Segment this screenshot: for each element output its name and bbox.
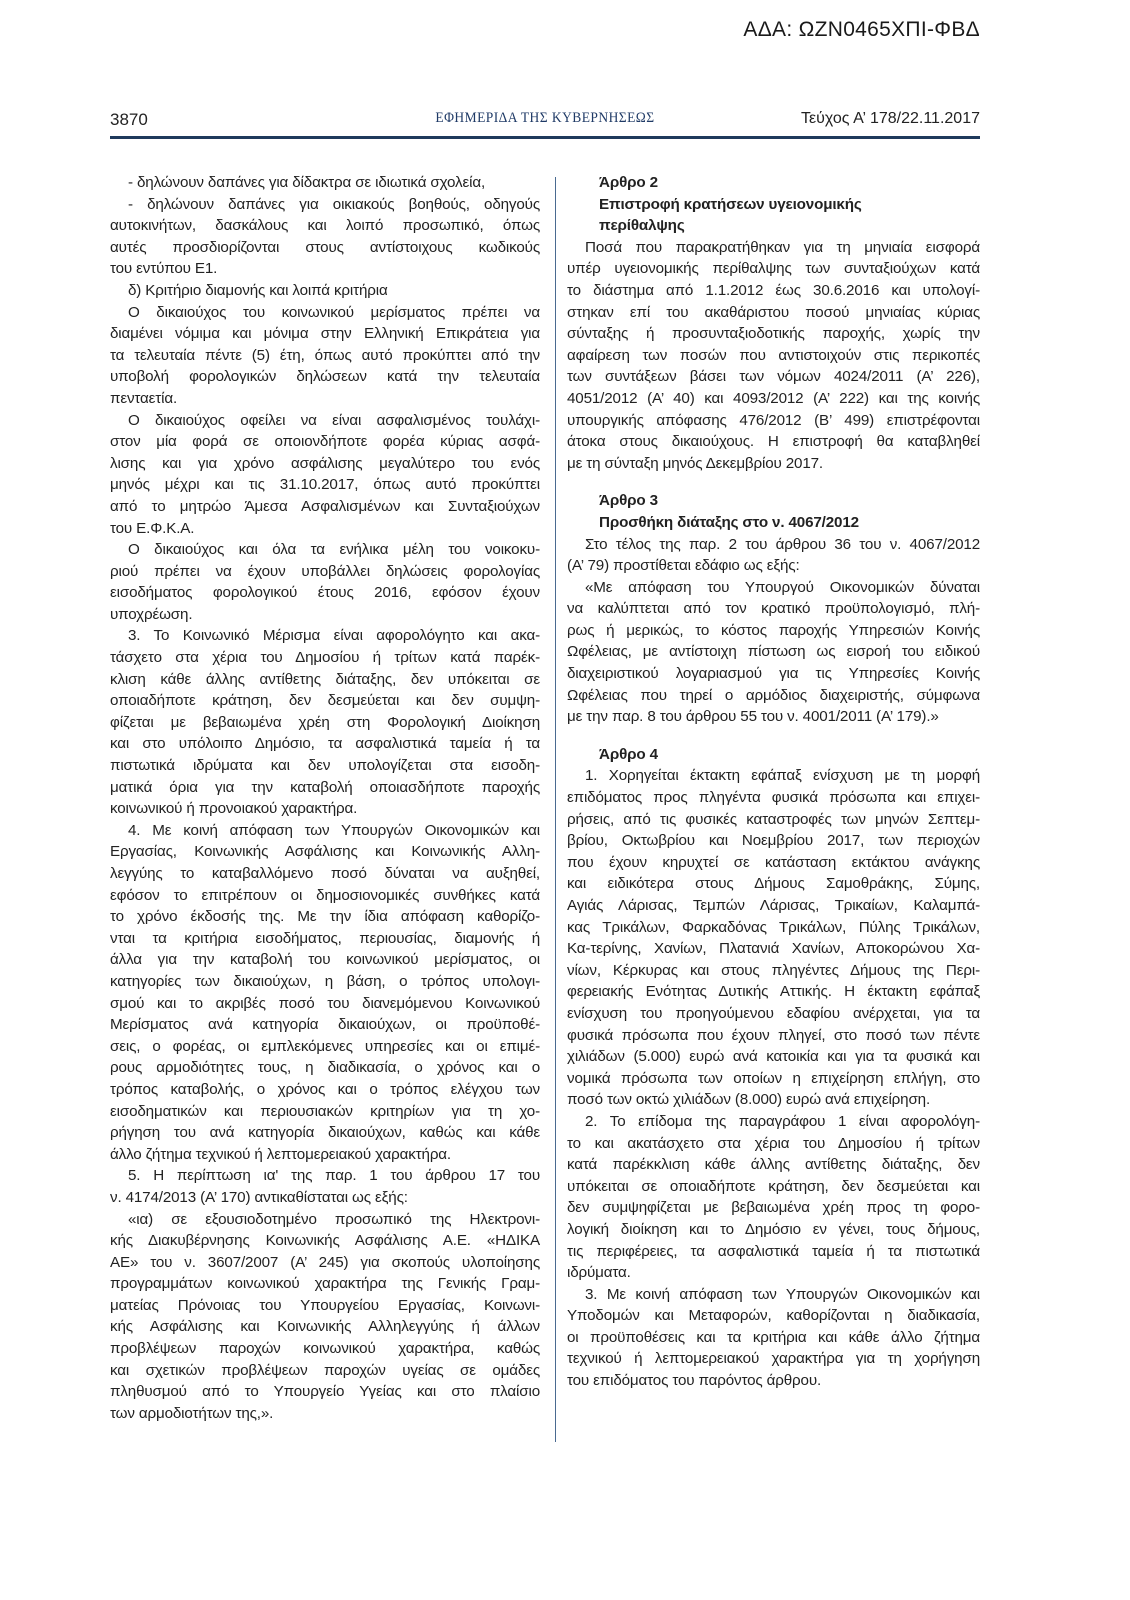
page-number: 3870	[110, 110, 148, 129]
article-heading	[567, 172, 980, 237]
text-line: φερειακής Ενότητας Δυτικής Αττικής. Η έκτακτη εφάπαξ	[567, 983, 980, 1001]
column-divider	[555, 177, 556, 1442]
text-line: 3. Το Κοινωνικό Μέρισμα είναι αφορολόγητο και ακα-	[128, 627, 540, 645]
text-line: ποσό των οκτώ χιλιάδων (8.000) ευρώ ανά επιχείρηση.	[567, 1091, 931, 1109]
heading-line: περίθαλψης	[599, 217, 685, 235]
text-line: λεγγύης το καταβαλλόμενο ποσό δύναται να αυξηθεί,	[110, 865, 540, 882]
paragraph	[110, 172, 540, 194]
paragraph	[110, 1165, 540, 1208]
text-line: βρίου, Οκτωβρίου και Νοεμβρίου 2017, των περιοχών	[567, 832, 980, 850]
text-line: και σχετικών προβλέψεων παροχών υγείας σε ομάδες	[110, 1361, 540, 1379]
text-line: Αγιάς Λάρισας, Τεμπών Λάρισας, Τρικαίων, Καλαμπά-	[567, 897, 980, 914]
text-line: υπουργικής απόφασης 476/2012 (Β’ 499) επιστρέφονται	[567, 411, 980, 429]
text-line: Μερίσματος ανά κατηγορία δικαιούχων, οι προϋποθέ-	[110, 1016, 540, 1034]
text-line: τις περιφέρειες, τα ασφαλιστικά ταμεία ή τα πιστωτικά	[567, 1242, 980, 1260]
text-line: τάσχετο στα χέρια του Δημοσίου ή τρίτων κατά παρέκ-	[110, 649, 540, 667]
heading-line: Άρθρο 3	[599, 492, 658, 510]
text-line: χιλιάδων (5.000) ευρώ ανά κατοικία και για τα φυσικά και	[567, 1048, 980, 1066]
text-line: και ειδικότερα στους Δήμους Σαμοθράκης, Σύμης,	[567, 875, 980, 893]
text-line: Ο δικαιούχος του κοινωνικού μερίσματος πρέπει να	[128, 303, 540, 321]
text-line: σεις, ο φορέας, οι εμπλεκόμενες υπηρεσίες και οι επιμέ-	[110, 1037, 540, 1055]
paragraph	[567, 1284, 980, 1392]
text-line: υπόκειται σε οποιαδήποτε κράτηση, δεν δεσμεύεται και	[567, 1177, 980, 1195]
text-line: άτοκα στους δικαιούχους. Η επιστροφή θα καταβληθεί	[567, 433, 980, 451]
text-line: το διάστημα από 1.1.2012 έως 30.6.2016 και υπολογί-	[567, 281, 980, 299]
paragraph	[110, 280, 540, 302]
text-line: Ο δικαιούχος και όλα τα ενήλικα μέλη του νοικοκυ-	[128, 541, 540, 559]
left-column	[110, 172, 540, 1424]
paragraph	[110, 625, 540, 819]
text-line: Ωφέλειας, με αντίστοιχη πίστωση ως εισροή του ειδικού	[567, 643, 980, 661]
text-line: κατά παρέκκλιση κάθε άλλης αντίθετης διάταξης, δεν	[567, 1156, 980, 1174]
text-line: προβλέψεων παροχών κοινωνικού χαρακτήρα, καθώς	[110, 1340, 540, 1358]
text-line: - δηλώνουν δαπάνες για δίδακτρα σε ιδιωτικά σχολεία,	[128, 174, 486, 191]
text-line: στον μία φορά σε οποιονδήποτε φορέα κύριας ασφά-	[110, 433, 540, 451]
text-line: κατηγορίες των δικαιούχων, η βάση, ο τρόπος υπολογι-	[110, 972, 540, 990]
paragraph	[110, 820, 540, 1166]
text-line: σύνταξης ή προσυνταξιοδοτικής παροχής, χωρίς την	[567, 325, 980, 343]
text-line: «ια) σε εξουσιοδοτημένο προσωπικό της Ηλεκτρονι-	[128, 1210, 540, 1228]
page-header	[110, 108, 980, 138]
paragraph	[567, 765, 980, 1111]
heading-line: Προσθήκη διάταξης στο ν. 4067/2012	[599, 513, 859, 531]
text-line: λισης και για χρόνο ασφάλισης μεγαλύτερο του ενός	[110, 454, 540, 472]
text-line: ρως ή μερικώς, το κόστος παροχής Υπηρεσιών Κοινής	[567, 621, 980, 639]
paragraph	[567, 1111, 980, 1284]
text-line: ΑΕ» του ν. 3607/2007 (Α’ 245) για σκοπούς υλοποίησης	[110, 1253, 540, 1271]
text-line: εισοδήματος φορολογικού έτους 2016, εφόσον έχουν	[110, 584, 540, 602]
text-line: ν. 4174/2013 (Α’ 170) αντικαθίσταται ως εξής:	[110, 1188, 408, 1206]
paragraph	[567, 577, 980, 728]
text-line: του επιδόματος του παρόντος άρθρου.	[567, 1372, 822, 1390]
text-line: τα τελευταία πέντε (5) έτη, όπως αυτό προκύπτει από την	[110, 346, 540, 364]
issue-info: Τεύχος Α’ 178/22.11.2017	[801, 110, 980, 127]
text-line: του Ε.Φ.Κ.Α.	[110, 519, 195, 537]
text-line: το και ακατάσχετο στα χέρια του Δημοσίου ή τρίτων	[567, 1134, 980, 1152]
text-line: 5. Η περίπτωση ια' της παρ. 1 του άρθρου 17 του	[128, 1167, 540, 1185]
paragraph	[110, 194, 540, 280]
paragraph	[110, 1209, 540, 1425]
text-line: Στο τέλος της παρ. 2 του άρθρου 36 του ν. 4067/2012	[585, 535, 980, 553]
text-line: να καλύπτεται από τον κρατικό προϋπολογισμό, πλή-	[567, 600, 980, 618]
text-line: κής Ασφάλισης και Κοινωνικής Αλληλεγγύης ή άλλων	[110, 1318, 540, 1336]
text-line: πενταετία.	[110, 389, 178, 407]
text-line: λογική διοίκηση και το Δημόσιο εν γένει, τους δήμους,	[567, 1220, 980, 1238]
text-line: κλιση κάθε άλλης αντίθετης διάταξης, δεν υπόκειται σε	[110, 670, 540, 688]
text-line: ιδρύματα.	[567, 1264, 631, 1282]
text-line: ενίσχυση του προηγούμενου εδαφίου ανέρχεται, για τα	[567, 1004, 980, 1022]
text-line: νται τα κριτήρια εισοδήματος, περιουσίας, διαμονής ή	[110, 929, 540, 947]
text-line: Ο δικαιούχος οφείλει να είναι ασφαλισμένος τουλάχι-	[128, 411, 540, 429]
text-line: δ) Κριτήριο διαμονής και λοιπά κριτήρια	[128, 281, 388, 299]
article-heading	[567, 490, 980, 533]
paragraph	[110, 539, 540, 625]
text-line: υποβολή φορολογικών δηλώσεων κατά την τελευταία	[110, 368, 540, 386]
paragraph	[110, 410, 540, 540]
text-line: νίων, Κέρκυρας και στους πληγέντες Δήμους της Περι-	[567, 961, 980, 979]
text-line: ματικά όρια για την καταβολή οποιασδήποτε παροχής	[110, 778, 540, 796]
text-line: προγραμμάτων κοινωνικού χαρακτήρα της Γενικής Γραμ-	[110, 1275, 540, 1293]
text-line: διαμένει νόμιμα και μόνιμα στην Ελληνική Επικράτεια για	[110, 325, 540, 343]
text-line: των αρμοδιοτήτων της,».	[110, 1404, 274, 1422]
text-line: φίζεται με βεβαιωμένα χρέη στη Φορολογική Διοίκηση	[110, 713, 540, 731]
text-line: τεχνικού ή λεπτομερειακού χαρακτήρα για τη χορήγηση	[567, 1350, 980, 1368]
text-line: πληθυσμού από το Υπουργείο Υγείας και στο πλαίσιο	[110, 1383, 540, 1401]
text-line: μηνός μέχρι και τις 31.10.2017, όπως αυτό προκύπτει	[110, 476, 540, 494]
text-line: πιστωτικά ιδρύματα και δεν υπολογίζεται στα εισοδη-	[110, 757, 540, 775]
text-line: ριού πρέπει να έχουν υποβάλλει δηλώσεις φορολογίας	[110, 562, 540, 580]
text-line: και στο υπόλοιπο Δημόσιο, τα ασφαλιστικά ταμεία ή τα	[110, 735, 540, 753]
text-line: Εργασίας, Κοινωνικής Ασφάλισης και Κοινωνικής Αλλη-	[110, 843, 540, 861]
text-line: επιδόματος προς πληγέντα φυσικά πρόσωπα και επιχει-	[567, 789, 980, 807]
ada-code: ΑΔΑ: ΩΖΝ0465ΧΠΙ-ΦΒΔ	[743, 18, 980, 41]
text-line: άλλα για την καταβολή του κοινωνικού μερίσματος, οι	[110, 951, 540, 969]
text-line: ματείας Πρόνοιας του Υπουργείου Εργασίας, Κοινωνι-	[110, 1296, 540, 1314]
text-line: οποιαδήποτε κράτηση, δεν δεσμεύεται και δεν συμψη-	[110, 692, 540, 710]
gazette-title: ΕΦΗΜΕΡΙΔΑ ΤΗΣ ΚΥΒΕΡΝΗΣΕΩΣ	[435, 110, 655, 126]
paragraph	[567, 237, 980, 475]
text-line: 4. Με κοινή απόφαση των Υπουργών Οικονομικών και	[128, 821, 540, 839]
text-line: που έχουν κηρυχτεί σε κατάσταση εκτάκτου ανάγκης	[567, 853, 980, 871]
text-line: Ωφέλειας που τηρεί ο αρμόδιος διαχειριστής, σύμφωνα	[567, 686, 980, 704]
text-line: κας Τρικάλων, Φαρκαδόνας Τρικάλων, Πύλης Τρικάλων,	[567, 918, 980, 936]
text-line: τρόπος καταβολής, ο χρόνος και ο τρόπος ελέγχου των	[110, 1080, 540, 1098]
text-line: άλλο ζήτημα τεχνικού ή λεπτομερειακού χαρακτήρα.	[110, 1145, 452, 1163]
text-line: εισοδηματικών και περιουσιακών κριτηρίων για τη χο-	[110, 1102, 540, 1120]
heading-line: Επιστροφή κρατήσεων υγειονομικής	[599, 195, 862, 213]
text-line: 4051/2012 (Α’ 40) και 4093/2012 (Α’ 222) και της κοινής	[567, 389, 980, 407]
text-line: «Με απόφαση του Υπουργού Οικονομικών δύναται	[585, 578, 980, 596]
text-line: 1. Χορηγείται έκτακτη εφάπαξ ενίσχυση με τη μορφή	[585, 767, 980, 785]
heading-line: Άρθρο 2	[599, 174, 658, 191]
text-line: του εντύπου Ε1.	[110, 260, 218, 278]
text-line: αυτοκινήτων, δασκάλους και λοιπό προσωπικό, όπως	[110, 217, 540, 235]
text-line: των συντάξεων βάσει των νόμων 4024/2011 (Α’ 226),	[567, 368, 980, 386]
text-line: στηκαν επί του ακαθάριστου ποσού μηνιαίας κύριας	[567, 303, 980, 321]
text-line: - δηλώνουν δαπάνες για οικιακούς βοηθούς, οδηγούς	[128, 195, 540, 213]
text-line: (Α’ 79) προστίθεται εδάφιο ως εξής:	[567, 557, 800, 575]
text-line: 2. Το επίδομα της παραγράφου 1 είναι αφορολόγη-	[585, 1112, 980, 1130]
text-line: ρήσεις, από τις φυσικές καταστροφές των μηνών Σεπτεμ-	[567, 810, 980, 828]
text-line: ρους αρμοδιότητες τους, η διαδικασία, ο χρόνος και ο	[110, 1059, 540, 1077]
text-line: σμού και το ακριβές ποσό του διανεμόμενου Κοινωνικού	[110, 994, 540, 1012]
text-line: κής Διακυβέρνησης Κοινωνικής Ασφάλισης Α.Ε. «ΗΔΙΚΑ	[110, 1232, 540, 1250]
text-line: με τη σύνταξη μηνός Δεκεμβρίου 2017.	[567, 454, 824, 472]
text-line: Κα-τερίνης, Χανίων, Πλατανιά Χανίων, Αποκορώνου Χα-	[567, 940, 980, 958]
text-line: οι προϋποθέσεις και τα κριτήρια και κάθε άλλο ζήτημα	[567, 1328, 980, 1346]
text-line: αυτές προσδιορίζονται στους αντίστοιχους κωδικούς	[110, 238, 540, 256]
paragraph	[567, 534, 980, 577]
text-line: Υποδομών και Μεταφορών, καθορίζονται η διαδικασία,	[567, 1307, 980, 1325]
text-line: 3. Με κοινή απόφαση των Υπουργών Οικονομικών και	[585, 1285, 980, 1303]
text-line: με την παρ. 8 του άρθρου 55 του ν. 4001/2011 (Α’ 179).»	[567, 708, 939, 726]
header-rule	[110, 136, 980, 139]
paragraph	[110, 302, 540, 410]
text-line: δεν συμψηφίζεται με βεβαιωμένα χρέη προς τη φορο-	[567, 1199, 980, 1217]
text-line: από το μητρώο Άμεσα Ασφαλισμένων και Συνταξιούχων	[110, 497, 540, 515]
text-line: διαχειριστικού λογαριασμού για τις Υπηρεσίες Κοινής	[567, 665, 980, 683]
text-line: αφαίρεση των ποσών που αντιστοιχούν στις περικοπές	[567, 346, 980, 364]
text-line: υπέρ υγειονομικής περίθαλψης των συνταξιούχων κατά	[567, 260, 980, 278]
article-heading	[567, 744, 980, 766]
text-line: φυσικά πρόσωπα που έχουν πληγεί, στο ποσό των πέντε	[567, 1026, 980, 1044]
right-column	[567, 172, 980, 1392]
text-line: ρήγηση του ανά κατηγορία δικαιούχων, καθώς και κάθε	[110, 1124, 540, 1142]
text-line: εφόσον το επιτρέπουν οι δημοσιονομικές συνθήκες κατά	[110, 886, 540, 904]
text-line: νομικά πρόσωπα των οποίων η επιχείρηση επλήγη, στο	[567, 1069, 980, 1087]
text-line: το χρόνο έκδοσής της. Με την ίδια απόφαση καθορίζο-	[110, 908, 540, 926]
text-line: κοινωνικού ή προνοιακού χαρακτήρα.	[110, 800, 358, 818]
heading-line: Άρθρο 4	[599, 745, 658, 763]
text-line: Ποσά που παρακρατήθηκαν για τη μηνιαία εισφορά	[585, 238, 980, 256]
text-line: υποχρέωση.	[110, 605, 193, 623]
